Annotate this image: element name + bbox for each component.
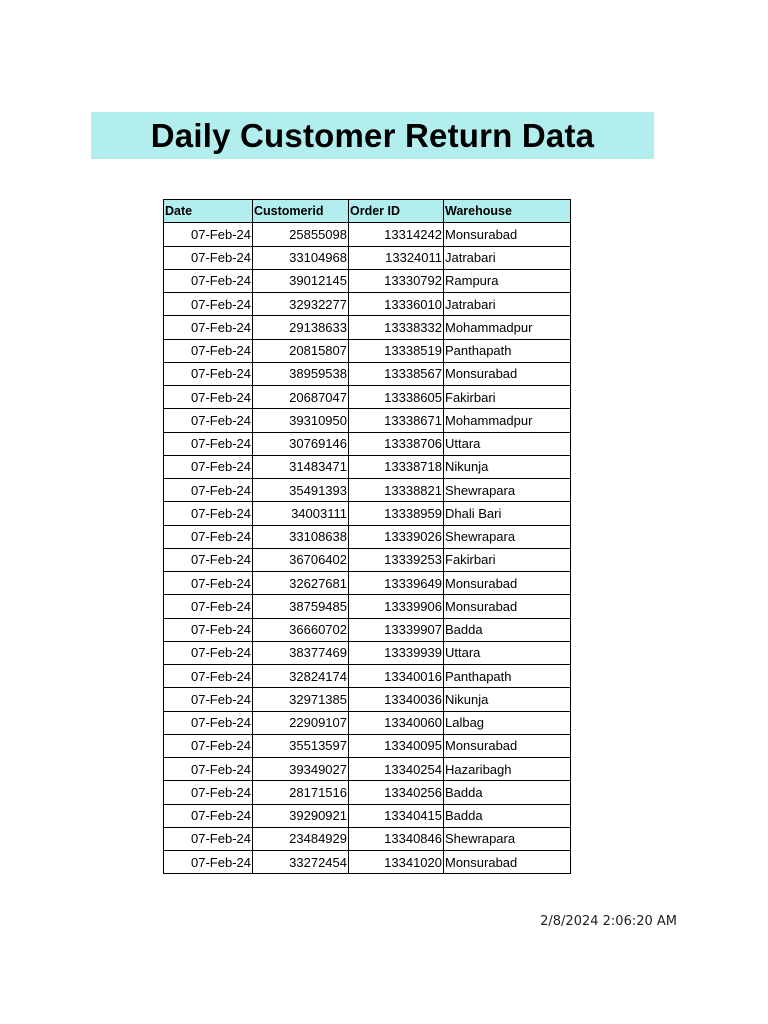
cell-warehouse: Jatrabari <box>444 246 571 269</box>
cell-warehouse: Monsurabad <box>444 734 571 757</box>
cell-date: 07-Feb-24 <box>164 362 253 385</box>
cell-customerid: 33272454 <box>253 851 349 874</box>
cell-customerid: 39310950 <box>253 409 349 432</box>
cell-customerid: 32932277 <box>253 293 349 316</box>
table-row <box>164 804 571 827</box>
cell-date: 07-Feb-24 <box>164 641 253 664</box>
cell-order-id: 13340060 <box>349 711 444 734</box>
table-row <box>164 386 571 409</box>
cell-order-id: 13339907 <box>349 618 444 641</box>
cell-warehouse: Lalbag <box>444 711 571 734</box>
cell-order-id: 13340016 <box>349 665 444 688</box>
cell-warehouse: Mohammadpur <box>444 316 571 339</box>
cell-date: 07-Feb-24 <box>164 734 253 757</box>
cell-warehouse: Uttara <box>444 641 571 664</box>
table-row <box>164 665 571 688</box>
cell-order-id: 13338706 <box>349 432 444 455</box>
cell-order-id: 13338821 <box>349 479 444 502</box>
cell-date: 07-Feb-24 <box>164 316 253 339</box>
cell-date: 07-Feb-24 <box>164 502 253 525</box>
cell-customerid: 30769146 <box>253 432 349 455</box>
cell-customerid: 31483471 <box>253 455 349 478</box>
table-row <box>164 409 571 432</box>
cell-date: 07-Feb-24 <box>164 781 253 804</box>
table-row <box>164 781 571 804</box>
cell-date: 07-Feb-24 <box>164 246 253 269</box>
cell-warehouse: Monsurabad <box>444 362 571 385</box>
table-row <box>164 595 571 618</box>
table-row <box>164 827 571 850</box>
cell-warehouse: Shewrapara <box>444 827 571 850</box>
cell-order-id: 13340846 <box>349 827 444 850</box>
cell-warehouse: Shewrapara <box>444 479 571 502</box>
cell-warehouse: Fakirbari <box>444 386 571 409</box>
cell-customerid: 39012145 <box>253 269 349 292</box>
cell-customerid: 20687047 <box>253 386 349 409</box>
page-title: Daily Customer Return Data <box>150 117 595 154</box>
cell-customerid: 36660702 <box>253 618 349 641</box>
cell-date: 07-Feb-24 <box>164 804 253 827</box>
cell-order-id: 13339939 <box>349 641 444 664</box>
cell-order-id: 13338332 <box>349 316 444 339</box>
cell-customerid: 32971385 <box>253 688 349 711</box>
table-row <box>164 734 571 757</box>
cell-customerid: 39349027 <box>253 758 349 781</box>
cell-order-id: 13339026 <box>349 525 444 548</box>
report-timestamp: 2/8/2024 2:06:20 AM <box>540 914 677 929</box>
cell-order-id: 13340254 <box>349 758 444 781</box>
cell-order-id: 13330792 <box>349 269 444 292</box>
cell-customerid: 39290921 <box>253 804 349 827</box>
cell-order-id: 13340036 <box>349 688 444 711</box>
cell-order-id: 13324011 <box>349 246 444 269</box>
cell-order-id: 13338567 <box>349 362 444 385</box>
cell-order-id: 13336010 <box>349 293 444 316</box>
cell-order-id: 13339253 <box>349 548 444 571</box>
cell-customerid: 20815807 <box>253 339 349 362</box>
cell-customerid: 22909107 <box>253 711 349 734</box>
cell-date: 07-Feb-24 <box>164 665 253 688</box>
cell-date: 07-Feb-24 <box>164 479 253 502</box>
cell-order-id: 13338718 <box>349 455 444 478</box>
table-row <box>164 246 571 269</box>
cell-customerid: 38959538 <box>253 362 349 385</box>
cell-customerid: 33104968 <box>253 246 349 269</box>
cell-warehouse: Nikunja <box>444 688 571 711</box>
table-body <box>164 223 571 874</box>
cell-warehouse: Panthapath <box>444 665 571 688</box>
cell-customerid: 34003111 <box>253 502 349 525</box>
cell-warehouse: Uttara <box>444 432 571 455</box>
cell-date: 07-Feb-24 <box>164 386 253 409</box>
cell-customerid: 32824174 <box>253 665 349 688</box>
column-header-order-id: Order ID <box>349 200 444 223</box>
table-row <box>164 316 571 339</box>
cell-date: 07-Feb-24 <box>164 339 253 362</box>
cell-date: 07-Feb-24 <box>164 432 253 455</box>
cell-customerid: 38377469 <box>253 641 349 664</box>
cell-order-id: 13338671 <box>349 409 444 432</box>
table-row <box>164 641 571 664</box>
table-row <box>164 432 571 455</box>
cell-order-id: 13339649 <box>349 572 444 595</box>
table-header-row <box>164 200 571 223</box>
cell-warehouse: Hazaribagh <box>444 758 571 781</box>
cell-order-id: 13339906 <box>349 595 444 618</box>
title-banner <box>91 112 654 159</box>
cell-customerid: 33108638 <box>253 525 349 548</box>
table-row <box>164 502 571 525</box>
table-row <box>164 758 571 781</box>
cell-warehouse: Badda <box>444 781 571 804</box>
cell-customerid: 29138633 <box>253 316 349 339</box>
cell-date: 07-Feb-24 <box>164 688 253 711</box>
cell-warehouse: Fakirbari <box>444 548 571 571</box>
column-header-warehouse: Warehouse <box>444 200 571 223</box>
table-row <box>164 525 571 548</box>
cell-warehouse: Shewrapara <box>444 525 571 548</box>
cell-date: 07-Feb-24 <box>164 851 253 874</box>
cell-order-id: 13338519 <box>349 339 444 362</box>
cell-date: 07-Feb-24 <box>164 293 253 316</box>
cell-warehouse: Mohammadpur <box>444 409 571 432</box>
cell-warehouse: Dhali Bari <box>444 502 571 525</box>
table-row <box>164 223 571 246</box>
cell-order-id: 13338605 <box>349 386 444 409</box>
cell-warehouse: Badda <box>444 618 571 641</box>
cell-warehouse: Monsurabad <box>444 595 571 618</box>
cell-warehouse: Jatrabari <box>444 293 571 316</box>
cell-customerid: 25855098 <box>253 223 349 246</box>
cell-date: 07-Feb-24 <box>164 827 253 850</box>
cell-customerid: 36706402 <box>253 548 349 571</box>
table-row <box>164 455 571 478</box>
cell-date: 07-Feb-24 <box>164 455 253 478</box>
table-row <box>164 362 571 385</box>
cell-date: 07-Feb-24 <box>164 548 253 571</box>
table-row <box>164 479 571 502</box>
cell-warehouse: Panthapath <box>444 339 571 362</box>
cell-date: 07-Feb-24 <box>164 409 253 432</box>
table-row <box>164 711 571 734</box>
table-row <box>164 293 571 316</box>
column-header-date: Date <box>164 200 253 223</box>
cell-warehouse: Badda <box>444 804 571 827</box>
table-row <box>164 548 571 571</box>
cell-warehouse: Rampura <box>444 269 571 292</box>
cell-date: 07-Feb-24 <box>164 223 253 246</box>
cell-warehouse: Monsurabad <box>444 223 571 246</box>
table-row <box>164 618 571 641</box>
cell-customerid: 35513597 <box>253 734 349 757</box>
cell-date: 07-Feb-24 <box>164 711 253 734</box>
cell-customerid: 35491393 <box>253 479 349 502</box>
cell-customerid: 28171516 <box>253 781 349 804</box>
column-header-customerid: Customerid <box>253 200 349 223</box>
table-row <box>164 851 571 874</box>
cell-order-id: 13341020 <box>349 851 444 874</box>
cell-warehouse: Monsurabad <box>444 572 571 595</box>
cell-order-id: 13340415 <box>349 804 444 827</box>
table-row <box>164 572 571 595</box>
cell-date: 07-Feb-24 <box>164 525 253 548</box>
table-row <box>164 688 571 711</box>
cell-date: 07-Feb-24 <box>164 618 253 641</box>
cell-order-id: 13338959 <box>349 502 444 525</box>
cell-date: 07-Feb-24 <box>164 269 253 292</box>
cell-order-id: 13314242 <box>349 223 444 246</box>
cell-customerid: 23484929 <box>253 827 349 850</box>
returns-table <box>163 199 571 874</box>
cell-date: 07-Feb-24 <box>164 758 253 781</box>
cell-date: 07-Feb-24 <box>164 595 253 618</box>
cell-customerid: 38759485 <box>253 595 349 618</box>
cell-warehouse: Monsurabad <box>444 851 571 874</box>
table-row <box>164 269 571 292</box>
cell-date: 07-Feb-24 <box>164 572 253 595</box>
cell-warehouse: Nikunja <box>444 455 571 478</box>
cell-customerid: 32627681 <box>253 572 349 595</box>
cell-order-id: 13340256 <box>349 781 444 804</box>
table-row <box>164 339 571 362</box>
cell-order-id: 13340095 <box>349 734 444 757</box>
